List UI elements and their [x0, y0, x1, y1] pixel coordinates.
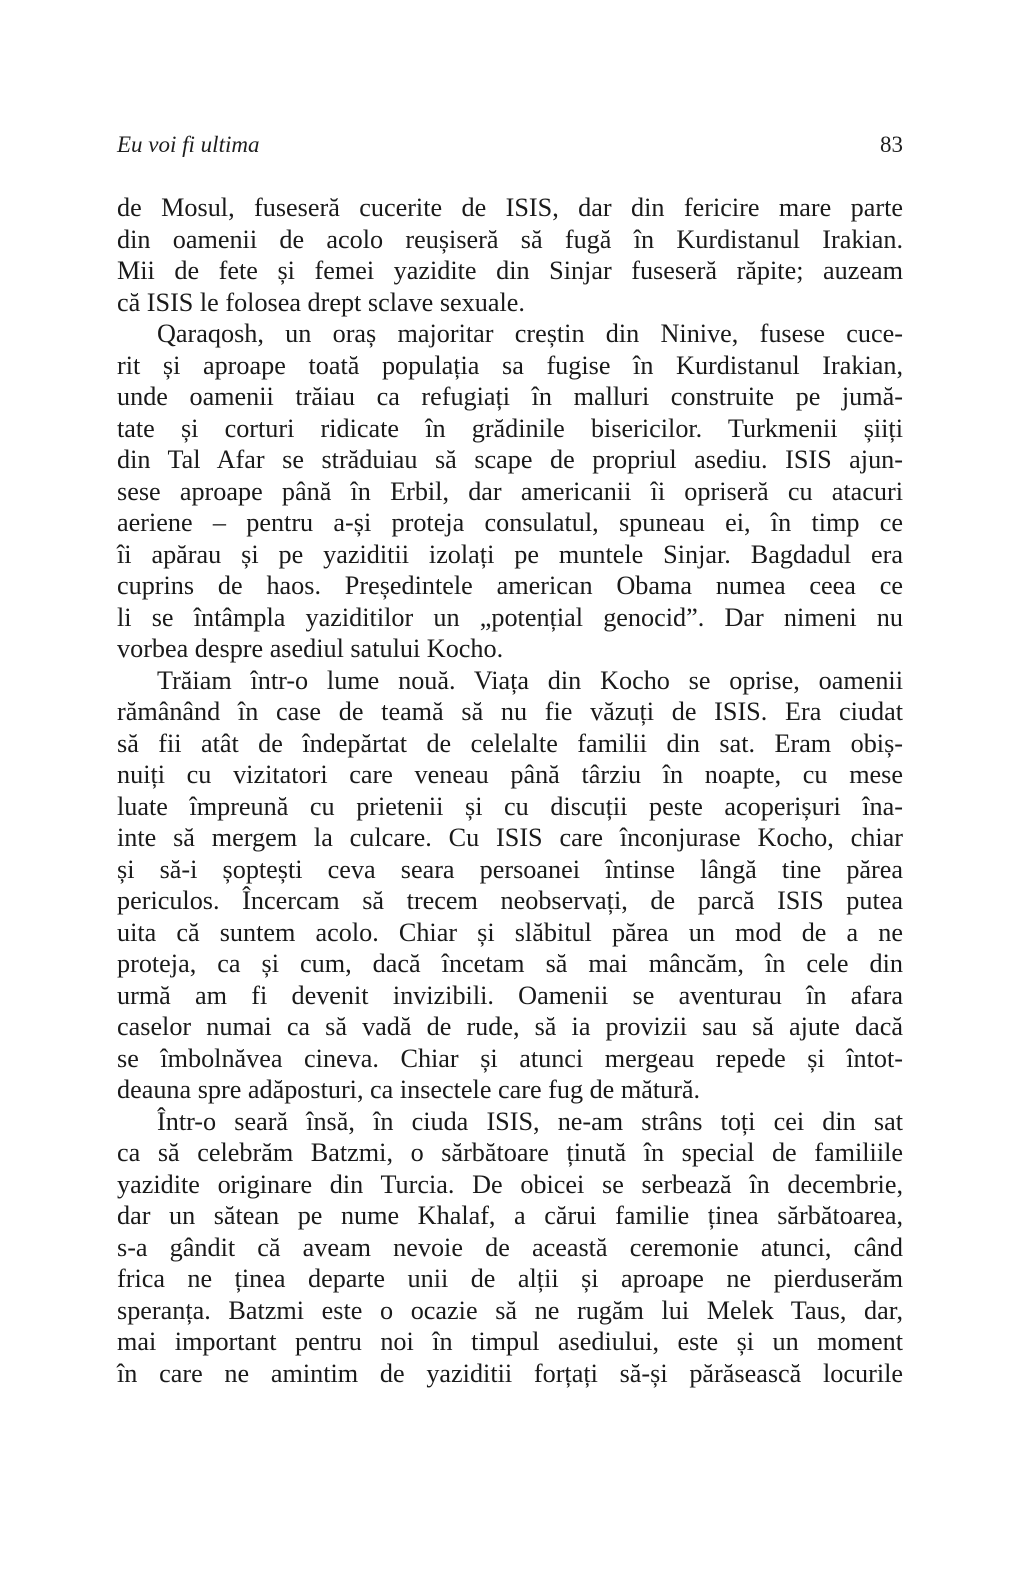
paragraph	[117, 318, 903, 665]
text-line: aeriene – pentru a-și proteja consulatul, spuneau ei, în timp ce	[117, 508, 903, 537]
text-line: Qaraqosh, un oraș majoritar creștin din Ninive, fusese cuce-	[157, 319, 903, 348]
text-line: s-a gândit că aveam nevoie de această ceremonie atunci, când	[117, 1232, 903, 1262]
text-line: îi apărau și pe yaziditii izolați pe muntele Sinjar. Bagdadul era	[117, 539, 903, 569]
text-line: să fii atât de îndepărtat de celelalte familii din sat. Eram obiș-	[117, 728, 903, 758]
text-line: li se întâmpla yaziditilor un „potențial genocid”. Dar nimeni nu	[117, 602, 903, 632]
text-line: luate împreună cu prietenii și cu discuții peste acoperișuri îna-	[117, 791, 903, 821]
text-line: din oamenii de acolo reușiseră să fugă în Kurdistanul Irakian.	[117, 224, 903, 254]
text-line: urmă am fi devenit invizibili. Oamenii se aventurau în afara	[117, 980, 903, 1010]
text-line: inte să mergem la culcare. Cu ISIS care înconjurase Kocho, chiar	[117, 823, 903, 852]
running-title: Eu voi fi ultima	[117, 132, 260, 157]
text-line: uita că suntem acolo. Chiar și slăbitul părea un mod de a ne	[117, 917, 903, 947]
text-line: speranța. Batzmi este o ocazie să ne rugăm lui Melek Taus, dar,	[117, 1295, 903, 1325]
paragraph	[117, 665, 903, 1106]
text-line: din Tal Afar se străduiau să scape de propriul asediu. ISIS ajun-	[117, 445, 903, 474]
text-line: yazidite originare din Turcia. De obicei se serbează în decembrie,	[117, 1169, 903, 1199]
text-line: ca să celebrăm Batzmi, o sărbătoare ținută în special de familiile	[117, 1138, 903, 1167]
paragraph	[117, 192, 903, 318]
text-line: vorbea despre asediul satului Kocho.	[117, 634, 504, 663]
text-line: rămânând în case de teamă să nu fie văzuți de ISIS. Era ciudat	[117, 697, 903, 726]
text-line: Trăiam într-o lume nouă. Viața din Kocho se oprise, oamenii	[157, 665, 903, 695]
text-line: caselor numai ca să vadă de rude, să ia provizii sau să ajute dacă	[117, 1012, 903, 1041]
text-line: cuprins de haos. Președintele american Obama numea ceea ce	[117, 571, 903, 600]
text-line: rit și aproape toată populația sa fugise în Kurdistanul Irakian,	[117, 350, 903, 380]
text-line: sese aproape până în Erbil, dar americanii îi opriseră cu atacuri	[117, 476, 903, 506]
text-line: unde oamenii trăiau ca refugiați în malluri construite pe jumă-	[117, 382, 903, 411]
page-number: 83	[880, 132, 903, 157]
text-line: Mii de fete și femei yazidite din Sinjar fuseseră răpite; auzeam	[117, 256, 903, 285]
text-line: periculos. Încercam să trecem neobservați, de parcă ISIS putea	[117, 886, 903, 915]
text-line: mai important pentru noi în timpul asediului, este și un moment	[117, 1327, 903, 1356]
text-line: în care ne amintim de yaziditii forțați să-și părăsească locurile	[117, 1358, 903, 1388]
text-line: că ISIS le folosea drept sclave sexuale.	[117, 287, 525, 317]
text-line: de Mosul, fuseseră cucerite de ISIS, dar din fericire mare parte	[117, 193, 903, 222]
text-line: deauna spre adăposturi, ca insectele care fug de mătură.	[117, 1075, 701, 1104]
text-line: proteja, ca și cum, dacă încetam să mai mâncăm, în cele din	[117, 949, 903, 978]
text-line: frica ne ținea departe unii de alții și aproape ne pierduserăm	[117, 1264, 903, 1293]
paragraph	[117, 1106, 903, 1390]
text-line: dar un sătean pe nume Khalaf, a cărui familie ținea sărbătoarea,	[117, 1201, 903, 1230]
text-line: Într-o seară însă, în ciuda ISIS, ne-am strâns toți cei din sat	[157, 1106, 903, 1136]
text-line: se îmbolnăvea cineva. Chiar și atunci mergeau repede și întot-	[117, 1043, 903, 1073]
body-text	[117, 192, 903, 1389]
text-line: nuiți cu vizitatori care veneau până târziu în noapte, cu mese	[117, 760, 903, 789]
text-line: și să-i șoptești ceva seara persoanei întinse lângă tine părea	[117, 854, 903, 884]
text-line: tate și corturi ridicate în grădinile bisericilor. Turkmenii șiiți	[117, 413, 903, 443]
